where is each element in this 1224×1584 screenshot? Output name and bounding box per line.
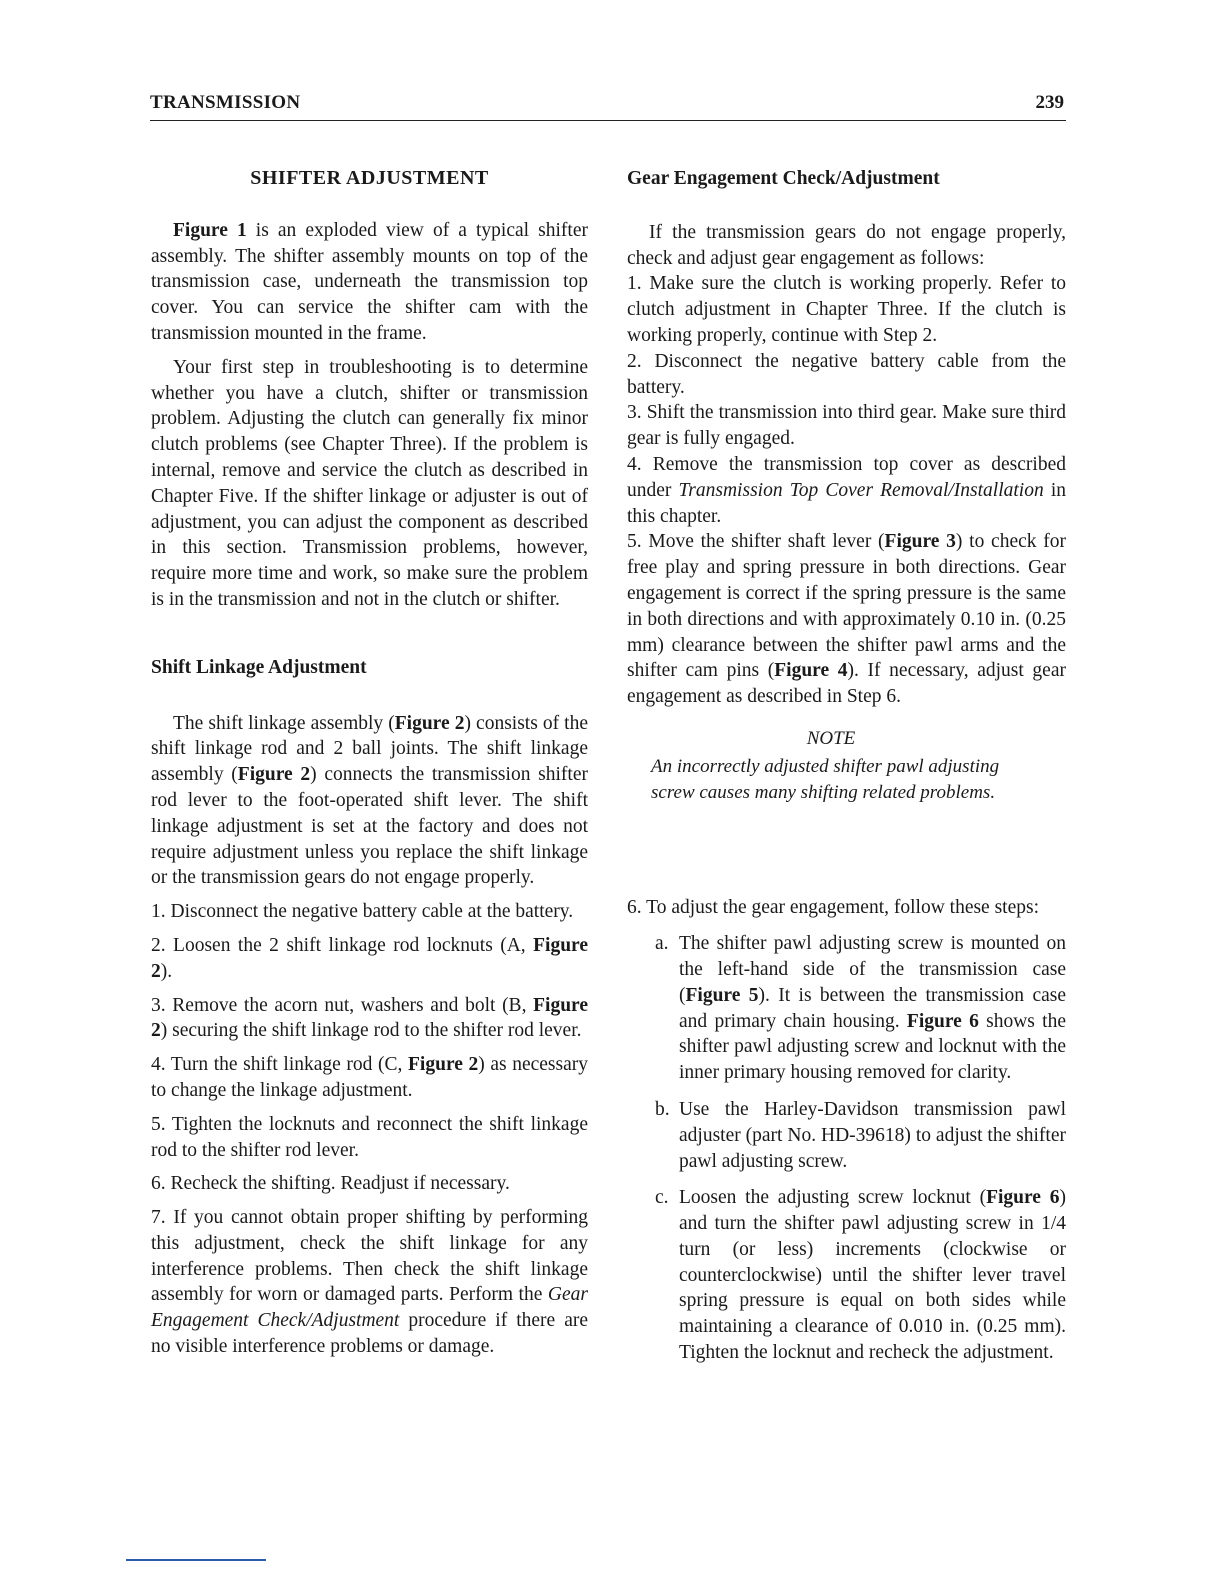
- footer-rule: [126, 1559, 266, 1561]
- step-6: 6. Recheck the shifting. Readjust if necessary.: [151, 1173, 510, 1195]
- gear-step-3: 3. Shift the transmission into third gear. Make sure third gear is fully engaged.: [627, 402, 1066, 450]
- left-column: [151, 166, 588, 1368]
- step-2: 2. Loosen the 2 shift linkage rod locknuts (A, Figure 2).: [151, 934, 588, 982]
- running-header: [150, 92, 1066, 121]
- substep-c: c. Loosen the adjusting screw locknut (Figure 6) and turn the shifter pawl adjusting screw in 1/4 turn (or less) increments (clockwise or counterclockwise) until the shifter lever travel spring pressure is equal on both sides while maintaining a clearance of 0.010 in. (0.25 mm). Tighten the locknut and recheck the adjustment.: [655, 1187, 1066, 1364]
- chapter-title: TRANSMISSION: [150, 92, 301, 113]
- gear-step-5: 5. Move the shifter shaft lever (Figure 3) to check for free play and spring pressure in both directions. Gear engagement is correct if the spring pressure is the same in both directions and with approximately 0.10 in. (0.25 mm) clearance between the shifter pawl arms and the shifter cam pins (Figure 4). If necessary, adjust gear engagement as described in Step 6.: [627, 531, 1066, 708]
- paragraph-intro: Figure 1 is an exploded view of a typical shifter assembly. The shifter assembly mounts on top of the transmission case, underneath the transmission top cover. You can service the shifter cam with the transmission mounted in the frame.: [151, 219, 588, 344]
- note-label: NOTE: [806, 727, 856, 749]
- subsection-title-shift-linkage: Shift Linkage Adjustment: [151, 656, 367, 678]
- paragraph-gear-intro: If the transmission gears do not engage properly, check and adjust gear engagement as follows:: [627, 221, 1066, 269]
- gear-step-1: 1. Make sure the clutch is working properly. Refer to clutch adjustment in Chapter Three. If the clutch is working properly, continue with Step 2.: [627, 273, 1066, 346]
- step-7: 7. If you cannot obtain proper shifting by performing this adjustment, check the shift linkage for any interference problems. Then check the shift linkage assembly for worn or damaged parts. Perform the Gear Engagement Check/Adjustment procedure if there are no visible interference problems or damage.: [151, 1207, 588, 1358]
- step-3: 3. Remove the acorn nut, washers and bolt (B, Figure 2) securing the shift linkage rod to the shifter rod lever.: [151, 994, 588, 1042]
- note-text: An incorrectly adjusted shifter pawl adjusting screw causes many shifting related problems.: [651, 755, 1000, 803]
- paragraph-shift-linkage: The shift linkage assembly (Figure 2) consists of the shift linkage rod and 2 ball joints. The shift linkage assembly (Figure 2) connects the transmission shifter rod lever to the foot-operated shift lever. The shift linkage adjustment is set at the factory and does not require adjustment unless you replace the shift linkage or the transmission gears do not engage properly.: [151, 712, 589, 889]
- gear-step-4: 4. Remove the transmission top cover as described under Transmission Top Cover Removal/Installation in this chapter.: [627, 453, 1067, 527]
- note-box: [651, 726, 1011, 805]
- subsection-title-gear-engagement: Gear Engagement Check/Adjustment: [627, 168, 940, 189]
- gear-step-2: 2. Disconnect the negative battery cable from the battery.: [627, 350, 1066, 398]
- page-number: 239: [1035, 92, 1064, 113]
- section-title: SHIFTER ADJUSTMENT: [250, 167, 489, 189]
- paragraph-troubleshooting: Your first step in troubleshooting is to determine whether you have a clutch, shifter or transmission problem. Adjusting the clutch can generally fix minor clutch problems (see Chapter Three). If the problem is internal, remove and service the clutch as described in Chapter Five. If the shifter linkage or adjuster is out of adjustment, you can adjust the component as described in this section. Transmission problems, however, require more time and work, so make sure the problem is in the transmission and not in the clutch or shifter.: [151, 356, 588, 610]
- right-column: [627, 166, 1066, 1377]
- substep-b: b. Use the Harley-Davidson transmission pawl adjuster (part No. HD-39618) to adjust the shifter pawl adjusting screw.: [655, 1098, 1066, 1172]
- step-1: 1. Disconnect the negative battery cable at the battery.: [151, 901, 574, 923]
- step-5: 5. Tighten the locknuts and reconnect the shift linkage rod to the shifter rod lever.: [151, 1113, 588, 1161]
- step-4: 4. Turn the shift linkage rod (C, Figure 2) as necessary to change the linkage adjustment.: [151, 1054, 589, 1101]
- substep-a: a. The shifter pawl adjusting screw is mounted on the left-hand side of the transmission case (Figure 5). It is between the transmission case and primary chain housing. Figure 6 shows the shifter pawl adjusting screw and locknut with the inner primary housing removed for clarity.: [655, 933, 1066, 1084]
- gear-step-6: 6. To adjust the gear engagement, follow these steps:: [627, 897, 1040, 919]
- figure-ref: Figure 1: [173, 219, 247, 241]
